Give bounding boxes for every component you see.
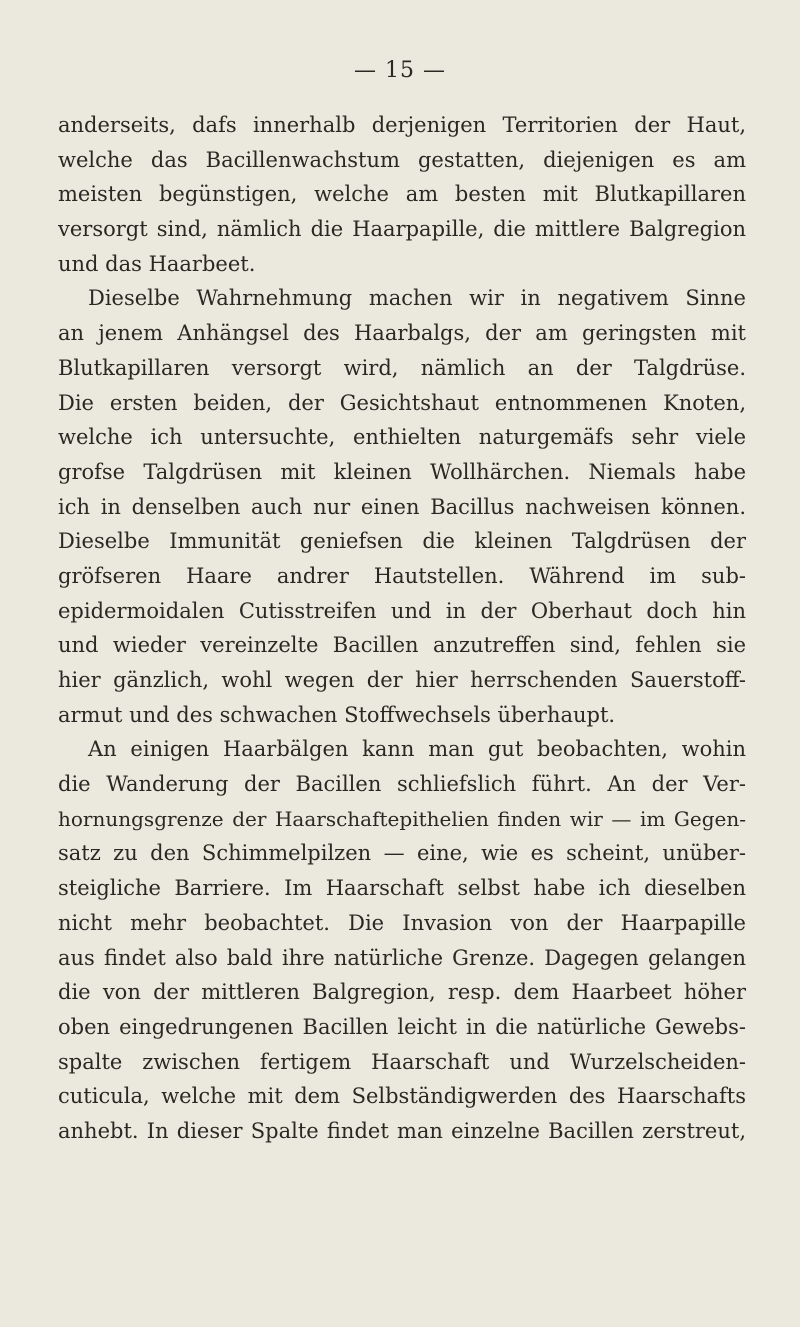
text-line: versorgt sind, nämlich die Haarpapille, die mittlere Balgregion	[58, 217, 746, 242]
text-line: gröfseren Haare andrer Hautstellen. Während im sub-	[58, 563, 746, 588]
text-line: Dieselbe Immunität geniefsen die kleinen Talgdrüsen der	[58, 529, 746, 554]
text-line: cuticula, welche mit dem Selbständigwerden des Haarschafts	[58, 1084, 746, 1109]
text-line: welche das Bacillenwachstum gestatten, diejenigen es am	[58, 147, 746, 172]
text-line: die von der mittleren Balgregion, resp. dem Haarbeet höher	[58, 980, 746, 1005]
page-number: — 15 —	[354, 58, 446, 83]
text-line: epidermoidalen Cutisstreifen und in der Oberhaut doch hin	[58, 598, 746, 623]
text-line: grofse Talgdrüsen mit kleinen Wollhärchen. Niemals habe	[58, 459, 746, 484]
body-text	[58, 108, 746, 1149]
text-line: armut und des schwachen Stoffwechsels überhaupt.	[58, 702, 616, 727]
text-line: spalte zwischen fertigem Haarschaft und Wurzelscheiden-	[58, 1049, 746, 1074]
text-line: die Wanderung der Bacillen schliefslich führt. An der Ver-	[58, 772, 746, 797]
text-line: An einigen Haarbälgen kann man gut beobachten, wohin	[88, 737, 746, 762]
text-line: meisten begünstigen, welche am besten mit Blutkapillaren	[58, 182, 746, 207]
text-line: Dieselbe Wahrnehmung machen wir in negativem Sinne	[88, 286, 746, 311]
text-line: steigliche Barriere. Im Haarschaft selbst habe ich dieselben	[58, 876, 746, 901]
text-line: an jenem Anhängsel des Haarbalgs, der am geringsten mit	[58, 321, 746, 346]
text-line: aus findet also bald ihre natürliche Grenze. Dagegen gelangen	[58, 945, 746, 970]
text-line: und wieder vereinzelte Bacillen anzutreffen sind, fehlen sie	[58, 633, 746, 658]
text-line: satz zu den Schimmelpilzen — eine, wie es scheint, unüber-	[58, 841, 746, 866]
text-line: und das Haarbeet.	[58, 251, 256, 276]
text-line: anderseits, dafs innerhalb derjenigen Territorien der Haut,	[58, 113, 746, 137]
text-line: nicht mehr beobachtet. Die Invasion von der Haarpapille	[58, 910, 746, 935]
text-line: hier gänzlich, wohl wegen der hier herrschenden Sauerstoff-	[58, 668, 746, 692]
text-line: Die ersten beiden, der Gesichtshaut entnommenen Knoten,	[58, 390, 746, 415]
text-line: oben eingedrungenen Bacillen leicht in die natürliche Gewebs-	[58, 1014, 746, 1039]
text-line: anhebt. In dieser Spalte findet man einzelne Bacillen zerstreut,	[58, 1118, 746, 1143]
text-line: Blutkapillaren versorgt wird, nämlich an der Talgdrüse.	[58, 355, 746, 380]
text-line: ich in denselben auch nur einen Bacillus nachweisen können.	[58, 494, 746, 519]
text-line: welche ich untersuchte, enthielten naturgemäfs sehr viele	[58, 425, 746, 450]
text-line: hornungsgrenze der Haarschaftepithelien finden wir — im Gegen-	[58, 806, 746, 831]
